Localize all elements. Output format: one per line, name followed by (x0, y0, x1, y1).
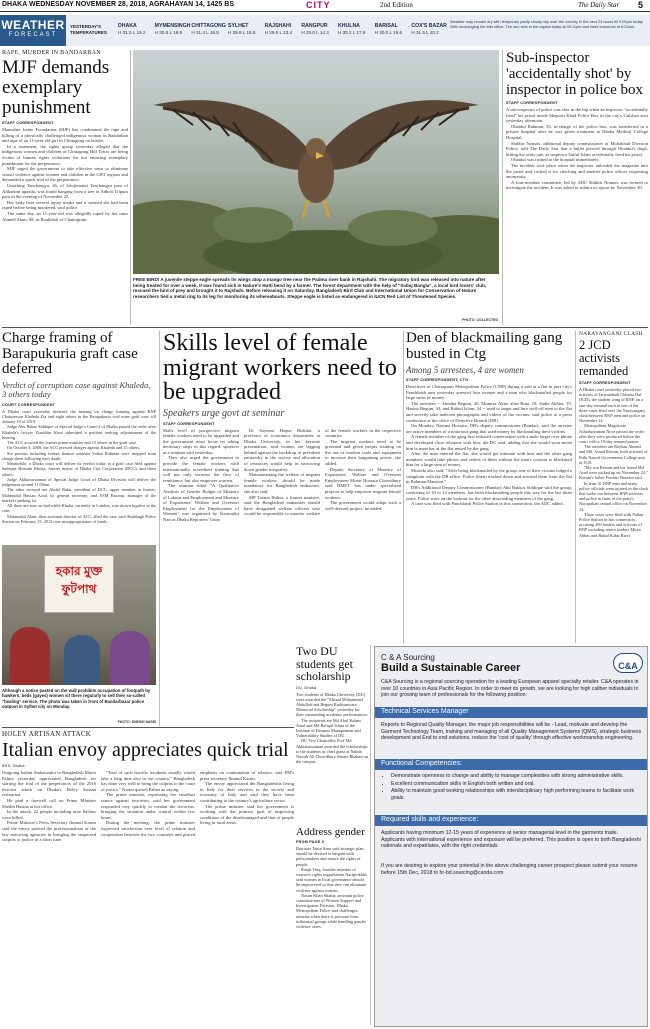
article-paragraph: The other accused are Abdul Bakir, president of DCC, upper member in former; Mahmudul Hassan Azad, its general secretary; and ASM Enamur, manager of the market's parking lot. (2, 487, 156, 503)
article-paragraph: MP Tarana Halim, a former minister, said the Bangladesh embassies should have designated welfare officers who would be responsible to monitor welfare of the female workers in the respective countries. (244, 427, 401, 517)
person-2 (64, 635, 100, 685)
article-deck: Speakers urge govt at seminar (163, 407, 285, 419)
notice-text: হকার মুক্ত ফুটপাথ (55, 564, 103, 596)
article-headline: MJF demands exemplary punishment (2, 57, 110, 118)
article-paragraph: Mahmudul Alam, then assistant director of ACC, filed the case with Shahbagh Police Station on February 15, 2012 over misappropriation of funds. (2, 513, 156, 524)
article-charge-framing (2, 331, 156, 543)
article-headline: Address gender (296, 826, 365, 838)
article-paragraph: The arrestees are Rayhan Ahmed and Md. Asaad Rowan, both activists of Kabi Nazrul Government College unit of JCD. (579, 444, 648, 465)
article-paragraph: A four-member committee, led by ADC Shibbir Noman, was formed to investigate the incident. It was asked to submit its report by November 30. (506, 179, 648, 191)
edition: 2nd Edition (380, 1, 413, 9)
article-body (406, 384, 572, 507)
city-name: MYMENSINGH (154, 23, 191, 29)
article-sub-inspector (506, 50, 648, 325)
article-byline: DU, Dhaka (296, 685, 317, 690)
article-du-scholarship (296, 645, 368, 825)
article-paragraph: Six persons including former finance minister Saifur Rahman were dropped from charge sheet following their death. (2, 450, 156, 461)
article-paragraph: The same day, an 11-year-old was allegedly raped by her tutor Ahmed Alam, 68, in Boalkhali of Chattogram. (2, 210, 128, 222)
article-paragraph: MJF urged the government to take effective steps to eliminate sexual violence against women and children in the CHT regions and demanded a quick trial of the perpetrators. (2, 166, 128, 183)
weather-city (301, 23, 338, 41)
city-temperature: H 30.8 L 16.6 (154, 30, 183, 35)
city-name: SYLHET (228, 23, 249, 29)
article-headline: Skills level of female migrant workers need to be upgraded (163, 331, 397, 405)
article-paragraph: A female member of the gang first initiated conversation with a male target over phone and developed close relations with him, the DC said, adding that she would soon invite him to meet her at the flat rented by the gang. (406, 434, 572, 451)
skills-title: Required skills and experience: (381, 816, 479, 823)
article-byline: STAFF CORRESPONDENT (506, 101, 558, 105)
article-paragraph: After the man entered the flat, she would get intimate with him and the other gang members would take photos and videos of them without the man's consent to blackmail him for a large sum of money. (406, 451, 572, 468)
article-paragraph: Mainstreaming the welfare of migrant female workers should be made mandatory for Bangladesh embassies, she also said. (244, 472, 320, 495)
company-logo (613, 653, 643, 673)
weather-city (155, 23, 192, 41)
article-paragraph: The ACC accused the former prime minister and 15 others in the graft case. (7, 440, 138, 445)
city-name: RAJSHAHI (264, 23, 292, 29)
competencies-title: Functional Competencies: (381, 760, 462, 767)
article-paragraph: All three are now on bail while Khoka, currently in London, was shown fugitive in the case. (2, 503, 156, 514)
article-deck: Verdict of corruption case against Khaleda, 3 others today (2, 379, 151, 399)
article-jcd-remanded (579, 331, 648, 643)
weather-logo (0, 15, 66, 46)
eagle-photo (133, 50, 499, 274)
article-paragraph: The prime minister said her government is working with the primary goal of improving conditions of the disadvantaged and that of people living in rural areas. (200, 803, 294, 826)
article-paragraph: Barrister Tania Amir said strategic plan should be devised to bargain with policymakers and ensure the rights of people. (296, 846, 364, 867)
position-banner (375, 707, 647, 718)
article-paragraph: Nasim Khan Shaiba, assistant police commissioner of Women Support and Investigation Division, Dhaka Metropolitan Police said challenges remains when there is pressure from influential groups while handling gender violence cases. (296, 892, 366, 930)
article-body (2, 409, 156, 525)
article-paragraph: Obaidul was rushed to the hospital immediately. (511, 157, 600, 163)
article-paragraph: Deputy Secretary of Ministry of Expatriates' Welfare and Overseas Employment Monir Hossain Chowdhury said BMET has under specialized projects to help empower migrant female workers. (325, 466, 401, 500)
foliage (133, 200, 499, 274)
article-italian-envoy (2, 730, 294, 1027)
article-byline: COURT CORRESPONDENT (2, 402, 56, 407)
article-paragraph: The seminar titled "A Qualitative Analysis of Gender Budget of Ministry of Labour and Employment and Ministry of Expatriates' Welfare and Overseas Employment for the Employment of Women" was organised by Karmojibi Nari at Dhaka Reporters' Unity. (163, 483, 239, 522)
article-paragraph: During the meeting, the prime minister expressed satisfaction over level of relation and cooperation between the two countries and placed emphasis on continuation of relation, said PM's press secretary Ihsanul Karim. (101, 770, 294, 837)
masthead-date: DHAKA WEDNESDAY NOVEMBER 28, 2018, AGRAHAYAN 14, 1425 BS (2, 1, 234, 8)
city-temperature: H 30.2 L 17.9 (338, 30, 366, 35)
weather-bar (0, 15, 650, 46)
article-skills-level (163, 331, 401, 643)
city-name: CHITTAGONG (191, 23, 226, 29)
article-paragraph: Meanwhile, a Dhaka court will deliver its verdict today in a graft case filed against Sadeque Hossain Khoka, former mayor of Dhaka City Corporation (DCC), and three others. (2, 461, 156, 477)
article-headline: 2 JCD activists remanded (579, 338, 629, 378)
article-headline: Den of blackmailing gang busted in Ctg (406, 331, 563, 362)
column-divider (502, 50, 503, 325)
position-title: Technical Services Manager (381, 708, 469, 715)
article-paragraph: A sub-inspector of police was shot in the hip when an inspector "accidentally fired" his pistol inside Sheporit Khad Police Box in the city's Gulshan area yesterday afternoon. (506, 107, 648, 124)
article-byline: FROM PAGE 3 (296, 840, 325, 844)
competency-item: • Excellent communication skills in English both written and oral. (391, 781, 641, 788)
masthead (0, 0, 650, 12)
weather-city (411, 23, 448, 41)
article-paragraph: Outgoing Italian Ambassador to Bangladesh Mario Palma yesterday appreciated Bangladesh for starting the trial of the perpetrators of the 2016 terrorist attack on Dhaka's Holey Artisan restaurant. (2, 770, 96, 798)
article-headline: Italian envoy appreciates quick trial (2, 739, 289, 761)
article-kicker: HOLEY ARTISAN ATTACK (2, 730, 92, 738)
section-name: CITY (306, 0, 331, 10)
article-byline: STAFF CORRESPONDENT (163, 421, 215, 426)
article-body (579, 387, 648, 538)
weather-city (228, 23, 265, 41)
weather-city (191, 23, 228, 41)
city-name: KHULNA (338, 23, 360, 29)
article-paragraph: Skills level of prospective migrant female workers need to be upgraded and the government must focus on taking necessary steps in this regard, speakers at a seminar said yesterday. (163, 427, 239, 455)
article-paragraph: A Dhaka court yesterday deferred the hearing on charge framing against BNP Chairperson Khaleda Zia and eight others in the Barapukuria coal mine graft case, till January 10 of 2019. (2, 408, 156, 424)
column-divider (159, 331, 160, 726)
competencies-list (391, 773, 641, 802)
article-paragraph: "Trial of such horrific incidents usually would take a long time also in our country," Bangladesh has done very well to bring the culprits to the court of justice," Karim quoted Palma as saying. (101, 770, 195, 792)
weather-city (265, 23, 302, 41)
article-paragraph: Her body bore several injury marks and it seemed she had been raped before being murdered, said police. (2, 199, 128, 211)
paper-name: The Daily Star (578, 1, 620, 9)
article-mjf (2, 50, 128, 325)
wall-notice (44, 555, 114, 613)
photo-caption: Although a notice pasted on the wall prohibits occupation of footpath by hawkers, beds (gayes) women sit there regularly to sell their so-called "healing" service. The photo was taken in front of Bandarbazar police outpost in Sylhet city on Monday. (2, 688, 151, 709)
city-temperature: H 31.5 L 19.2 (118, 30, 146, 35)
skills-banner (375, 815, 647, 826)
city-name: DHAKA (118, 23, 137, 29)
weather-city (375, 23, 412, 41)
article-kicker: RAPE, MURDER IN BANDARBAN (2, 50, 101, 56)
logo-text: C&A (618, 661, 638, 671)
article-paragraph: "My son Rowan and his friend Md Asad were picked up on November 24," Rowan's father Ferdusi Hossain said. (579, 465, 648, 481)
column-divider (575, 331, 576, 643)
article-paragraph: Ranjit Ting, founder member of women's rights organisation Nariprokkho said women in local governance should be empowered so that they can eliminate violence against women. (296, 866, 368, 893)
article-paragraph: Obaidul Rahman, 35, in-charge of the police box, was transferred to a private hospital after he was given treatment at Dhaka Medical College Hospital. (506, 123, 648, 140)
article-byline: STAFF CORRESPONDENT (2, 121, 54, 125)
ad-intro: C&A Sourcing is a regional sourcing operation for a leading European apparel specialty retailer. C&A operates in over 10 countries in Asia Pacific Region. In order to meet its growth, we are looking for high caliber individuals to join our growing team of professionals for the following position: (381, 679, 639, 699)
ad-closing: If you are desiring to explore your potential in the above challenging career prospect please submit your resume before 15th Dec, 2018 to hr-bd.sourcing@canda.com (381, 863, 638, 876)
article-paragraph: On October 5, 2008, the ACC pressed charges against Khaleda and 15 others. (7, 445, 141, 451)
weather-subtitle: FORECAST (8, 32, 58, 38)
article-paragraph: Judge Akhtaruzzaman of Special Judge Court of Dhaka Division will deliver the judgement around 11:00am. (2, 476, 156, 487)
skills-text: Applicants having minimum 12-15 years of experience at senior managerial level in the garments trade. Applicants with international experience and exposure will be preferred. This position is open to both Bangladeshi nationals and expatriates, with the right credentials. (381, 830, 641, 850)
article-paragraph: The arrestees -- Jainaba Begum, 20, Mumtaz Akter alias Ruta, 18, Sadia Akhter, 19, Hasina Begum, 34, and Rabiul Islam, 34 -- used to target and lure well-off men to the flat and secretly take indecent photographs and videos of the victims, said police at a press conference at the office of Detective Branch (DB). (406, 400, 572, 423)
column-divider (130, 50, 131, 325)
article-headline: Two DU students get scholarship (296, 645, 353, 683)
city-name: RANGPUR (301, 23, 328, 29)
ad-company: C & A Sourcing (381, 653, 435, 662)
weather-cities (118, 23, 448, 41)
article-body (2, 127, 128, 222)
article-body (163, 428, 401, 618)
article-headline: Charge framing of Barapukuria graft case deferred (2, 331, 138, 377)
article-paragraph: Metropolitan Magistrate Ashaduzzaman Noor passed the order after they were produced before the court with a 10-day remand prayer. (579, 423, 645, 445)
article-byline: STAFF CORRESPONDENT (579, 381, 631, 385)
article-paragraph: The recipients are Md Abul Kalam Azad and Md Rafiqul Islam of the Institute of Disaster Management and Vulnerability Studies of DU. (296, 717, 361, 739)
job-advertisement (374, 646, 648, 1027)
section-rule (2, 327, 648, 328)
article-paragraph: In a statement, the rights group yesterday alleged that the indigenous women and children of Chittagong Hill Tracts are being victim of human rights violations for not ensuring exemplary punishment for the perpetrators. (2, 143, 128, 166)
article-paragraph: A case was filed with Panchlaish Police Station in this connection, the ADC added. (411, 501, 564, 507)
article-blackmailing-gang (406, 331, 572, 643)
article-body (506, 107, 648, 191)
city-temperature: H 30.0 L 16.6 (374, 30, 403, 35)
article-paragraph: Mostafa also said, "After being blackmailed by the group, one of their victims lodged a complaint with the DB office. Police (then) tracked down and arrested them from the flat in Rahman Mansion." (406, 467, 572, 485)
article-paragraph: Three cases were filed with Paltan Police Station in this connection, accusing 499 leaders and activists of BNP including senior leaders Mirza Abbas and Ruhul Kabir Rizvi. (579, 511, 644, 538)
article-paragraph: He paid a farewell call on Prime Minister Sheikh Hasina at her office. (2, 797, 96, 809)
weather-city (338, 23, 375, 41)
article-address-gender (296, 826, 368, 1026)
city-name: BARISAL (374, 23, 398, 29)
article-paragraph: In the attack, 22 people including nine Italians were killed. (2, 809, 96, 820)
city-temperature: H 31.5 L 20.2 (411, 30, 439, 35)
eagle-illustration (133, 50, 499, 274)
article-paragraph: On Monday, Nasima Hossain, DB's deputy commissioner (Bandar), said the arrestee are active members of a notorious gang that used money by blackmailing their victims. (406, 423, 572, 434)
weather-city (118, 23, 155, 41)
section-rule (2, 727, 294, 728)
article-paragraph: DB's Additional Deputy Commissioner (Bandar) Abu Bakkar Siddique said the group, consisting of 10 to 12 members, has been blackmailing people this way for the last three years. Police were on the lookout for the other absconding members of the gang. (406, 484, 572, 501)
weather-note: Weather may remain dry with temporary partly cloudy sky over the country in the next 24 hours till 9.00pm today. With unchanging the Met office. The sun sets in the capital today at 05:11pm and rises tomorrow at 6:22am. (450, 19, 644, 29)
page-number: 5 (638, 0, 644, 10)
article-paragraph: The prime minister, expressing her steadfast stance against terrorism, said her government responded very quickly to combat the terrorists, bringing the situation under control within few hours. (101, 792, 195, 820)
photo-caption: FREE BIRD! A juvenile steppe eagle spreads its wings atop a mango tree near the Padma river bank in Rajshahi. The migratory bird was released into nature after being treated for over a week. It was found sick in Nature's Hutti bend by a farmer. The forest department with the help of "Sabuj Bangla", a local bird lovers' club, rescued the bird of prey and brought it to Rajshahi. Before releasing it on Saturday, Bangladesh Bird Club and International Union for Conservation of Nature researchers tied a metal ring to its leg for monitoring its whereabouts. Steppe eagle is listed as endangered in IUCN Red List of Threatened Species. (133, 277, 487, 299)
weather-title: WEATHER (1, 18, 65, 32)
position-text: Reports to Regional Quality Manager, the major job responsibilities will be - Lead, motivate and develop the Garment Technology Team, training and managing of all Quality Management Systems (QMS), strategic business development and End to end solutions, reduce the 'cost of quality' through effective workmanship engineering. (381, 722, 642, 742)
article-paragraph: DU Vice Chancellor Prof Md Akhtaruzzaman awarded the scholarships to the students as chief guest at Nabab Nawab Ali Chowdhury Senate Bhaban on the campus. (296, 738, 368, 765)
competencies-banner (375, 759, 647, 770)
article-paragraph: Unaching Tanchangya, 26, of Jolojimonni Tanchangya para of Alikadom upazila, was found hanging from a tree in Adhoti Tripura para in the evening of November 25. (2, 182, 128, 200)
city-temperature: H 29.5 L 13.4 (264, 30, 293, 35)
article-paragraph: Two students of Dhaka University (DU) were awarded the "Mrinal Mohammad Abdullah and Begum Radiyanwara Memorial Scholarship" yesterday for their outstanding academic performances. (296, 691, 368, 718)
city-name: COX'S BAZAR (411, 23, 447, 29)
article-paragraph: The government would adopt such a well-devised project, he added. (325, 500, 401, 511)
article-paragraph: Dr Sayema Haque Bidisha, a professor of economics department at Dhaka University, in her keynote presentation, said women are lagging behind against the backdrop of prevalent patriarchy in the society and allocation of resources would help in narrowing down gender inequality. (244, 427, 320, 472)
article-paragraph: Manusher Jonno Foundation (MJF) has condemned the rape and killing of a physically challenged indigenous woman in Bandarban and rape of an 11-year-old girl in Chittagong on border. (2, 127, 128, 144)
article-paragraph: Judge Abu Bakar Siddique of Special Judge's Court-2 of Dhaka passed the order after Khaleda's lawyer Ziauddin Jilani submitted a petition seeking adjournment of the hearing. (2, 424, 156, 440)
city-temperature: H 29.0 L 14.3 (301, 30, 329, 35)
competency-item: • Ability to maintain good working relationships with interdisciplinary high performing teams to facilitate work goals. (391, 788, 641, 801)
article-body (296, 692, 368, 765)
article-headline: Sub-inspector 'accidentally shot' by inspector in police box (506, 50, 644, 98)
competency-item: • Demonstrate openness to change and ability to manage complexities with strong administrative skills. (391, 773, 641, 780)
photo-credit: PHOTO: COLLECTED (462, 318, 498, 322)
person-3 (110, 631, 150, 685)
article-kicker: NARAYANGANJ CLASH (579, 331, 643, 337)
article-paragraph: They also urged the government to provide the female workers with internationally accredited training that will not only increase the flow of remittance, but also empower women. (163, 455, 239, 483)
footpath-photo (2, 545, 156, 685)
article-body (296, 846, 368, 929)
article-paragraph: A Dhaka court yesterday placed two activists of Jatiyatabadi Chhatra Dal (JCD), the student wing of BNP, on a one-day remand each in one of the three cases filed over the Narayanganj clash between BNP men and police on November 14. (579, 387, 646, 424)
article-paragraph: Detectives of Chattogram Metropolitan Police (CMP) during a raid at a flat in port city's Panchlaish area yesterday arrested four women and a man who blackmailed people for large sums of money. (406, 384, 572, 401)
article-body (2, 770, 294, 1018)
column-divider (403, 331, 404, 643)
article-byline: STAFF CORRESPONDENT, CTG (406, 378, 469, 382)
article-deck: Among 5 arrestees, 4 are women (406, 365, 524, 375)
article-paragraph: The incident took place when the inspector unloaded the magazine into the pistol and cocked it for checking and another police officer requesting anonymity. (506, 162, 648, 180)
column-divider (370, 645, 371, 1025)
weather-yesterday: YESTERDAY'S TEMPERATURES (70, 24, 107, 35)
article-paragraph: The migrant workers need to be groomed and given proper training on the use of modern tools and equipment to increase their bargaining power, she added. (325, 438, 401, 467)
city-temperature: H 31.4 L 18.5 (191, 30, 219, 35)
article-paragraph: In least 31 BNP men and many police officials were injured in the clash that broke out between BNP activists and police in front of the party's Nayapaltan central office on November 14. (579, 480, 648, 512)
article-paragraph: Prime Minister's Press Secretary Ihsanul Karim said the envoy praised the professionalism of the law enforcing agencies in bringing the suspected culprits to justice in a short time. (2, 820, 96, 843)
ad-headline: Build a Sustainable Career (381, 662, 521, 674)
city-temperature: H 29.8 L 15.5 (228, 30, 256, 35)
article-byline: BSS, Dhaka (2, 764, 25, 768)
photo-credit: PHOTO: SHEIKH NASIR (117, 720, 156, 724)
person-1 (10, 627, 50, 685)
article-paragraph: The envoy appreciated the Bangladeshis living in Italy for their services in the society and economy of Italy and said they have been contributing to the country's agriculture sector. (200, 781, 294, 803)
article-paragraph: Shibbir Noman, additional deputy commissioner of Mohakhali Division Police, told The Daily Star that a bullet pierced through Obaidul's thigh, hitting the other one, as inspector Saiful Islam accidentally fired his pistol. (506, 140, 648, 157)
